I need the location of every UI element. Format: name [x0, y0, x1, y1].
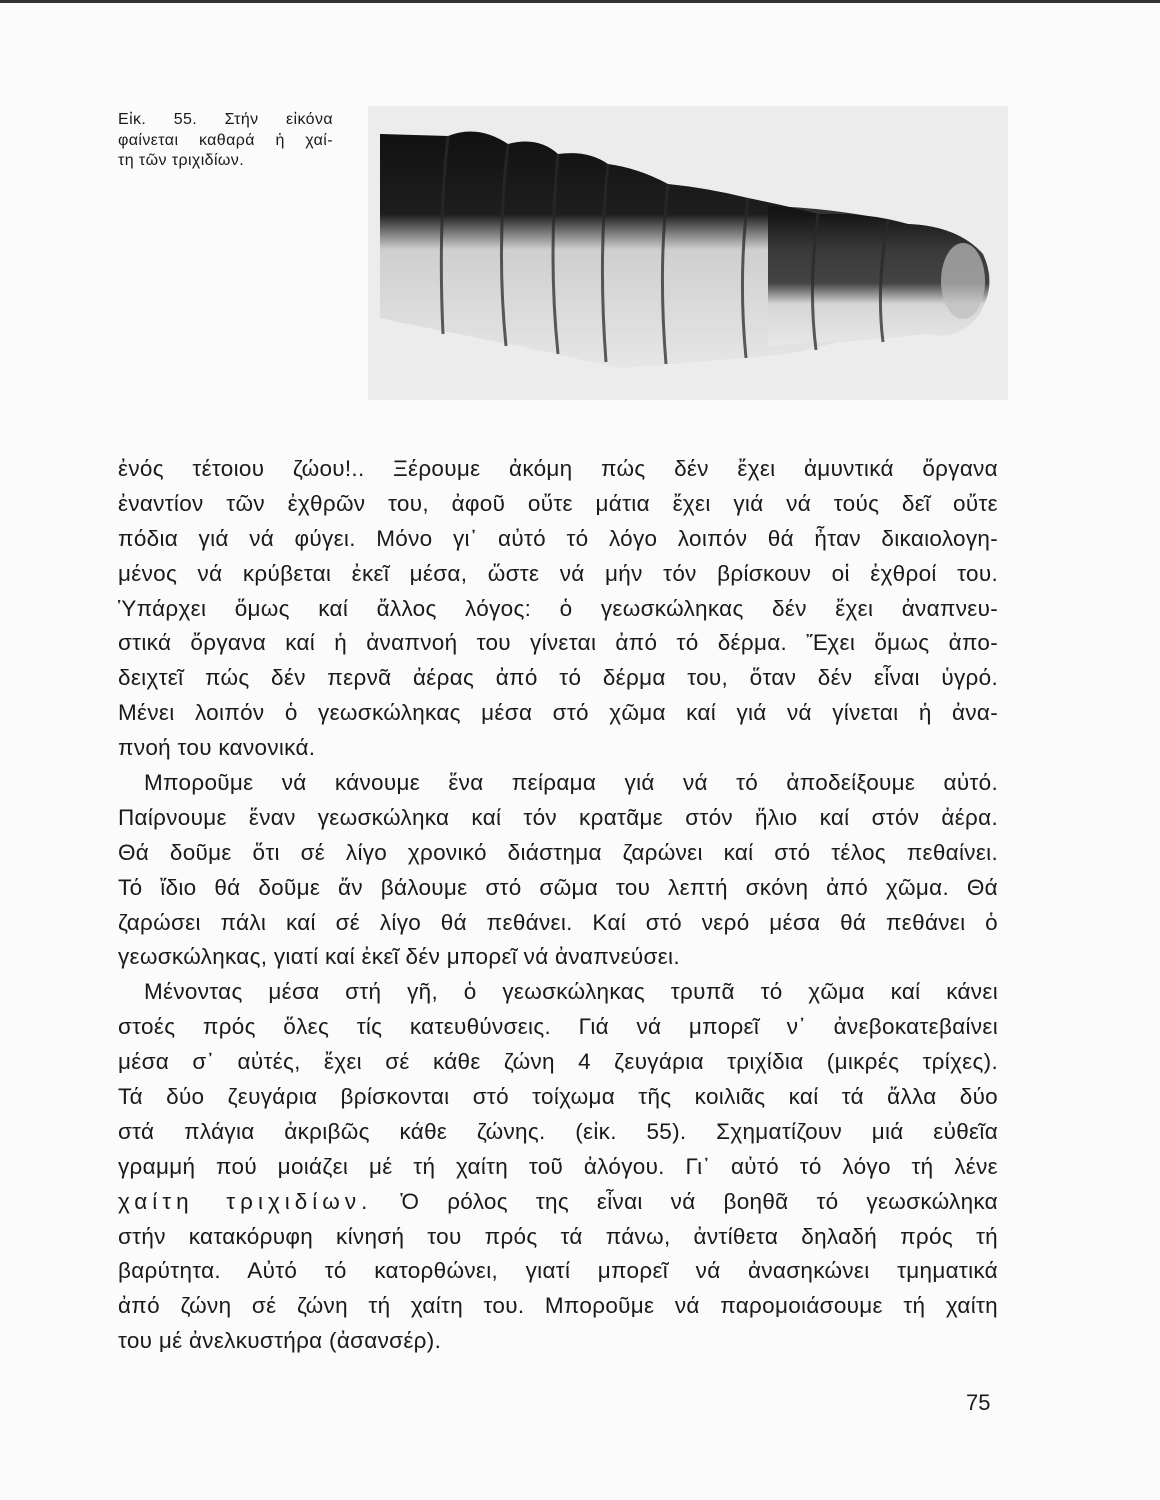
text-line: στοές πρός ὅλες τίς κατευθύνσεις. Γιά νά μπορεῖ ν᾽ ἀνεβοκατεβαίνει [118, 1014, 998, 1040]
paragraph [118, 452, 998, 766]
text-line: ἐνός τέτοιου ζώου!.. Ξέρουμε ἀκόμη πώς δέν ἔχει ἀμυντικά ὄργανα [118, 456, 998, 481]
text-line: Μένει λοιπόν ὁ γεωσκώληκας μέσα στό χῶμα καί γιά νά γίνεται ἡ ἀνα- [118, 700, 998, 726]
text-line: Μένοντας μέσα στή γῆ, ὁ γεωσκώληκας τρυπᾶ τό χῶμα καί κάνει [144, 979, 998, 1005]
text-line: Μποροῦμε νά κάνουμε ἕνα πείραμα γιά νά τό ἀποδείξουμε αὐτό. [144, 770, 998, 796]
caption-line: φαίνεται καθαρά ἡ χαί- [118, 131, 333, 149]
text-line: πνοή του κανονικά. [118, 735, 316, 761]
paragraph [118, 975, 998, 1359]
text-line: δειχτεῖ πώς δέν περνᾶ ἀέρας ἀπό τό δέρμα του, ὅταν δέν εἶναι ὑγρό. [118, 665, 998, 691]
text-span: Ὁ ρόλος της εἶναι νά βοηθᾶ τό γεωσκώληκα [400, 1188, 998, 1214]
page-number: 75 [966, 1390, 991, 1415]
text-line: Τά δύο ζευγάρια βρίσκονται στό τοίχωμα τῆς κοιλιᾶς καί τά ἄλλα δύο [118, 1084, 998, 1110]
caption-line: Εἰκ. 55. Στήν εἰκόνα [118, 111, 333, 128]
figure-caption [118, 110, 333, 172]
earthworm-photo [368, 106, 1008, 400]
emphasized-term: χαίτη τριχιδίων. [118, 1188, 373, 1214]
text-line: βαρύτητα. Αὐτό τό κατορθώνει, γιατί μπορεῖ νά ἀνασηκώνει τμηματικά [118, 1258, 998, 1284]
text-line: ζαρώσει πάλι καί σέ λίγο θά πεθάνει. Καί στό νερό μέσα θά πεθάνει ὁ [118, 909, 998, 935]
text-line: στήν κατακόρυφη κίνησή του πρός τά πάνω, ἀντίθετα δηλαδή πρός τή [118, 1223, 998, 1249]
text-line: Τό ἴδιο θά δοῦμε ἄν βάλουμε στό σῶμα του λεπτή σκόνη ἀπό χῶμα. Θά [118, 874, 998, 900]
text-line: Θά δοῦμε ὅτι σέ λίγο χρονικό διάστημα ζαρώνει καί στό τέλος πεθαίνει. [118, 839, 998, 865]
text-line: στά πλάγια ἀκριβῶς κάθε ζώνης. (εἰκ. 55). Σχηματίζουν μιά εὐθεῖα [118, 1118, 998, 1144]
body-text [118, 452, 998, 1359]
text-line: ἀπό ζώνη σέ ζώνη τή χαίτη του. Μποροῦμε νά παρομοιάσουμε τή χαίτη [118, 1293, 998, 1319]
caption-line: τη τῶν τριχιδίων. [118, 152, 245, 169]
text-line: πόδια γιά νά φύγει. Μόνο γι᾽ αὐτό τό λόγο λοιπόν θά ἦταν δικαιολογη- [118, 525, 998, 551]
text-line: ἐναντίον τῶν ἐχθρῶν του, ἀφοῦ οὔτε μάτια ἔχει γιά νά τούς δεῖ οὔτε [118, 490, 998, 516]
text-line: μένος νά κρύβεται ἐκεῖ μέσα, ὥστε νά μήν τόν βρίσκουν οἱ ἐχθροί του. [118, 560, 998, 586]
scan-edge [0, 0, 1160, 3]
text-line: Παίρνουμε ἕναν γεωσκώληκα καί τόν κρατᾶμε στόν ἥλιο καί στόν ἀέρα. [118, 804, 998, 830]
text-line: Ὑπάρχει ὅμως καί ἄλλος λόγος: ὁ γεωσκώληκας δέν ἔχει ἀναπνευ- [118, 595, 998, 621]
paragraph [118, 766, 998, 975]
text-line: του μέ ἀνελκυστήρα (ἀσανσέρ). [118, 1328, 442, 1354]
text-line: γεωσκώληκας, γιατί καί ἐκεῖ δέν μπορεῖ νά ἀναπνεύσει. [118, 944, 680, 970]
text-line [118, 1185, 998, 1220]
text-line: στικά ὄργανα καί ἡ ἀναπνοή του γίνεται ἀπό τό δέρμα. Ἔχει ὅμως ἀπο- [118, 630, 998, 656]
worm-head [941, 243, 985, 319]
text-line: μέσα σ᾽ αὐτές, ἔχει σέ κάθε ζώνη 4 ζευγάρια τριχίδια (μικρές τρίχες). [118, 1049, 998, 1075]
text-line: γραμμή πού μοιάζει μέ τή χαίτη τοῦ ἀλόγου. Γι᾽ αὐτό τό λόγο τή λένε [118, 1153, 998, 1179]
